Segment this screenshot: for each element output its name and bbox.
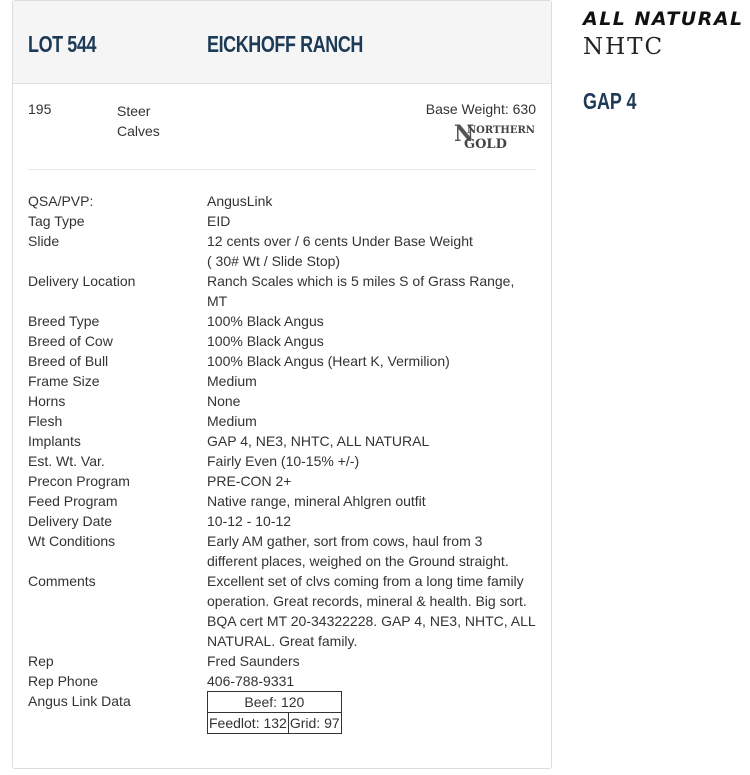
detail-value-line: AngusLink	[207, 193, 273, 209]
gap-badge: GAP 4	[583, 88, 637, 114]
detail-label: Breed of Cow	[28, 333, 113, 349]
detail-label: Frame Size	[28, 373, 100, 389]
detail-row	[28, 311, 543, 331]
detail-value-line: 12 cents over / 6 cents Under Base Weight	[207, 233, 473, 249]
detail-row	[28, 571, 543, 651]
detail-value	[207, 511, 537, 531]
table-row	[208, 692, 342, 713]
detail-row	[28, 371, 543, 391]
detail-value-line: EID	[207, 213, 231, 229]
detail-value-line: None	[207, 393, 241, 409]
detail-value	[207, 411, 537, 431]
angus-link-table	[207, 691, 342, 734]
detail-value	[207, 271, 537, 311]
detail-label: Est. Wt. Var.	[28, 453, 105, 469]
detail-value-line: Fred Saunders	[207, 653, 300, 669]
detail-value-line: operation. Great records, mineral & health. Big sort.	[207, 593, 527, 609]
detail-label: Angus Link Data	[28, 693, 131, 709]
detail-value	[207, 331, 537, 351]
detail-value	[207, 451, 537, 471]
ranch-name: EICKHOFF RANCH	[207, 31, 363, 57]
svg-text:NORTHERN: NORTHERN	[467, 125, 535, 136]
detail-row	[28, 351, 543, 371]
detail-value-line: different places, weighed on the Ground straight.	[207, 553, 509, 569]
detail-label: Precon Program	[28, 473, 130, 489]
lot-summary	[28, 101, 536, 171]
detail-value-line: 100% Black Angus (Heart K, Vermilion)	[207, 353, 450, 369]
detail-value-line: MT	[207, 293, 228, 309]
detail-label: Breed of Bull	[28, 353, 109, 369]
detail-label: Delivery Date	[28, 513, 113, 529]
detail-label: Rep Phone	[28, 673, 99, 689]
table-row	[208, 713, 342, 734]
detail-value-line: PRE-CON 2+	[207, 473, 292, 489]
angus-link-row	[28, 691, 543, 734]
lot-card	[12, 0, 552, 769]
detail-row	[28, 531, 543, 571]
detail-value	[207, 231, 537, 271]
detail-value-line: 100% Black Angus	[207, 333, 324, 349]
detail-value	[207, 391, 537, 411]
detail-label: Delivery Location	[28, 273, 136, 289]
detail-value-line: Fairly Even (10-15% +/-)	[207, 453, 360, 469]
detail-row	[28, 651, 543, 671]
detail-value	[207, 191, 537, 211]
detail-label: QSA/PVP:	[28, 193, 94, 209]
nhtc-badge: NHTC	[583, 34, 665, 60]
detail-value-line: 100% Black Angus	[207, 313, 324, 329]
detail-row	[28, 211, 543, 231]
divider	[28, 169, 536, 170]
detail-value	[207, 571, 537, 651]
head-count: 195	[28, 101, 52, 117]
lot-details	[28, 191, 543, 734]
detail-label: Wt Conditions	[28, 533, 116, 549]
detail-value-line: Medium	[207, 373, 257, 389]
feedlot-score: Feedlot: 132	[208, 713, 289, 734]
detail-label: Tag Type	[28, 213, 85, 229]
detail-value-line: ( 30# Wt / Slide Stop)	[207, 253, 341, 269]
detail-row	[28, 391, 543, 411]
detail-value	[207, 651, 537, 671]
detail-value-line: 10-12 - 10-12	[207, 513, 292, 529]
detail-row	[28, 191, 543, 211]
base-weight: Base Weight: 630	[425, 101, 536, 117]
detail-value	[207, 311, 537, 331]
detail-value	[207, 491, 537, 511]
cattle-description	[117, 101, 160, 141]
detail-label: Feed Program	[28, 493, 118, 509]
description-line: Calves	[117, 123, 160, 139]
beef-score: Beef: 120	[208, 692, 342, 713]
all-natural-badge: ALL NATURAL	[583, 8, 744, 30]
detail-label: Flesh	[28, 413, 63, 429]
detail-row	[28, 331, 543, 351]
detail-value	[207, 531, 537, 571]
detail-value-line: GAP 4, NE3, NHTC, ALL NATURAL	[207, 433, 430, 449]
detail-value-line: Ranch Scales which is 5 miles S of Grass Range,	[207, 273, 515, 289]
detail-row	[28, 231, 543, 271]
detail-label: Slide	[28, 233, 60, 249]
detail-row	[28, 471, 543, 491]
detail-value-line: 406-788-9331	[207, 673, 295, 689]
lot-header	[13, 1, 551, 84]
angus-link-table-wrap	[207, 691, 537, 734]
detail-value	[207, 671, 537, 691]
description-line: Steer	[117, 103, 151, 119]
detail-row	[28, 271, 543, 311]
detail-label: Horns	[28, 393, 66, 409]
detail-label: Rep	[28, 653, 54, 669]
svg-text:N: N	[454, 121, 475, 147]
detail-value-line: Native range, mineral Ahlgren outfit	[207, 493, 426, 509]
northern-gold-logo	[454, 121, 536, 151]
detail-row	[28, 431, 543, 451]
detail-value-line: NATURAL. Great family.	[207, 633, 358, 649]
detail-value	[207, 211, 537, 231]
detail-label: Comments	[28, 573, 96, 589]
svg-text:GOLD: GOLD	[464, 137, 507, 151]
detail-row	[28, 451, 543, 471]
detail-row	[28, 511, 543, 531]
detail-row	[28, 491, 543, 511]
detail-value	[207, 431, 537, 451]
detail-value-line: Medium	[207, 413, 257, 429]
detail-value	[207, 371, 537, 391]
lot-number: LOT 544	[28, 31, 97, 57]
detail-row	[28, 411, 543, 431]
grid-score: Grid: 97	[288, 713, 341, 734]
detail-value	[207, 471, 537, 491]
detail-label: Implants	[28, 433, 81, 449]
detail-value	[207, 351, 537, 371]
detail-value-line: BQA cert MT 20-34322228. GAP 4, NE3, NHTC, ALL	[207, 613, 536, 629]
detail-label: Breed Type	[28, 313, 100, 329]
detail-value-line: Early AM gather, sort from cows, haul from 3	[207, 533, 483, 549]
detail-value-line: Excellent set of clvs coming from a long time family	[207, 573, 524, 589]
detail-row	[28, 671, 543, 691]
